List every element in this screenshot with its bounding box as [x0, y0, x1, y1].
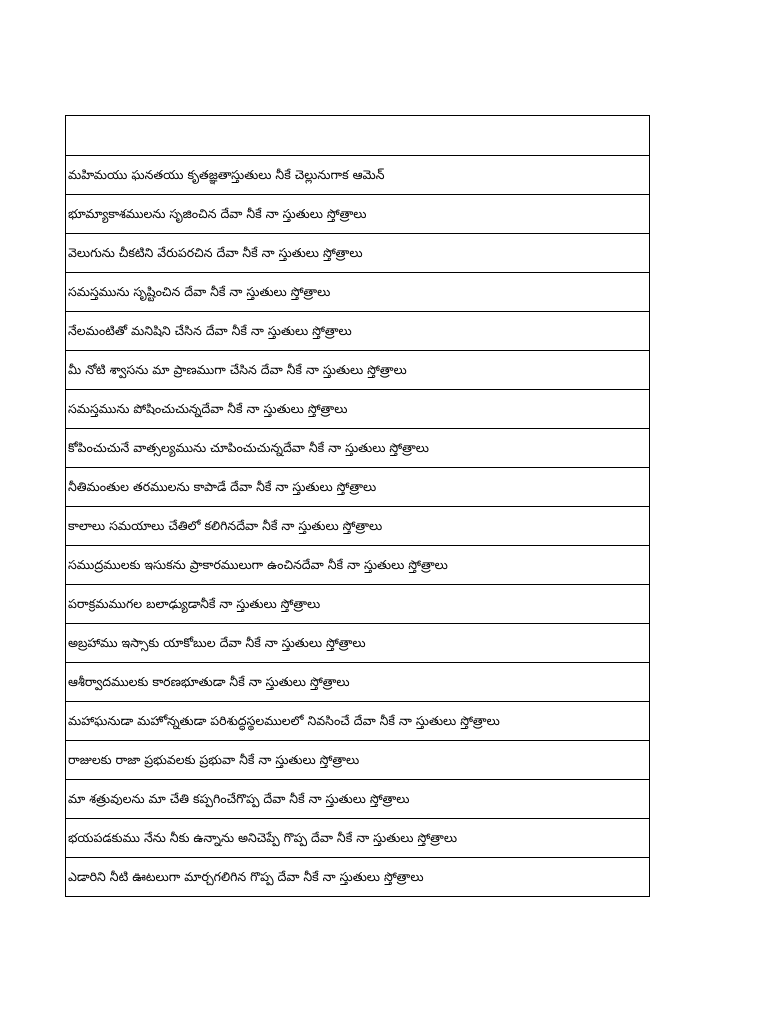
table-row: [66, 351, 650, 390]
table-cell[interactable]: వెలుగును చీకటిని వేరుపరచిన దేవా నీకే నా స్తుతులు స్తోత్రాలు: [66, 234, 650, 273]
table-row: [66, 702, 650, 741]
table-row: [66, 780, 650, 819]
table-row: [66, 429, 650, 468]
table-row: [66, 585, 650, 624]
header-row: [66, 116, 650, 156]
table-row: [66, 312, 650, 351]
table-row: [66, 195, 650, 234]
table-row: [66, 156, 650, 195]
table-row: [66, 858, 650, 897]
table-row: [66, 624, 650, 663]
table-cell[interactable]: నీతిమంతుల తరములను కాపాడే దేవా నీకే నా స్తుతులు స్తోత్రాలు: [66, 468, 650, 507]
table-cell[interactable]: కాలాలు సమయాలు చేతిలో కలిగినదేవా నీకే నా స్తుతులు స్తోత్రాలు: [66, 507, 650, 546]
table-row: [66, 741, 650, 780]
table-cell[interactable]: భయపడకుము నేను నీకు ఉన్నాను అనిచెప్పే గొప్ప దేవా నీకే నా స్తుతులు స్తోత్రాలు: [66, 819, 650, 858]
table-cell[interactable]: మీ నోటి శ్వాసను మా ప్రాణముగా చేసిన దేవా నీకే నా స్తుతులు స్తోత్రాలు: [66, 351, 650, 390]
table-cell[interactable]: మా శత్రువులను మా చేతి కప్పగించేగొప్ప దేవా నీకే నా స్తుతులు స్తోత్రాలు: [66, 780, 650, 819]
table-cell[interactable]: అబ్రహాము ఇస్సాకు యాకోబుల దేవా నీకే నా స్తుతులు స్తోత్రాలు: [66, 624, 650, 663]
table-row: [66, 819, 650, 858]
table-cell[interactable]: పరాక్రమముగల బలాఢ్యుడానీకే నా స్తుతులు స్తోత్రాలు: [66, 585, 650, 624]
table-row: [66, 234, 650, 273]
spreadsheet-table: [65, 115, 650, 897]
table-cell[interactable]: భూమ్యాకాశములను సృజించిన దేవా నీకే నా స్తుతులు స్తోత్రాలు: [66, 195, 650, 234]
table-cell[interactable]: సముద్రములకు ఇసుకను ప్రాకారములుగా ఉంచినదేవా నీకే నా స్తుతులు స్తోత్రాలు: [66, 546, 650, 585]
table-cell[interactable]: కోపించుచునే వాత్సల్యమును చూపించుచున్నదేవా నీకే నా స్తుతులు స్తోత్రాలు: [66, 429, 650, 468]
table-cell[interactable]: సమస్తమును పోషించుచున్నదేవా నీకే నా స్తుతులు స్తోత్రాలు: [66, 390, 650, 429]
table-cell[interactable]: మహాఘనుడా మహోన్నతుడా పరిశుద్ధస్థలములలో నివసించే దేవా నీకే నా స్తుతులు స్తోత్రాలు: [66, 702, 650, 741]
table-cell[interactable]: ఆశీర్వాదములకు కారణభూతుడా నీకే నా స్తుతులు స్తోత్రాలు: [66, 663, 650, 702]
table-cell[interactable]: రాజులకు రాజా ప్రభువలకు ప్రభువా నీకే నా స్తుతులు స్తోత్రాలు: [66, 741, 650, 780]
table-cell[interactable]: సమస్తమును సృష్టించిన దేవా నీకే నా స్తుతులు స్తోత్రాలు: [66, 273, 650, 312]
table-cell[interactable]: నేలమంటితో మనిషిని చేసిన దేవా నీకే నా స్తుతులు స్తోత్రాలు: [66, 312, 650, 351]
table-cell[interactable]: ఎడారిని నీటి ఊటలుగా మార్చగలిగిన గొప్ప దేవా నీకే నా స్తుతులు స్తోత్రాలు: [66, 858, 650, 897]
table-body: [66, 116, 650, 897]
table-row: [66, 507, 650, 546]
table-row: [66, 273, 650, 312]
table-cell[interactable]: మహిమయు ఘనతయు కృతజ్ఞతాస్తుతులు నీకే చెల్లునుగాక ఆమెన్: [66, 156, 650, 195]
header-cell[interactable]: [66, 116, 650, 156]
table-row: [66, 663, 650, 702]
table-row: [66, 468, 650, 507]
table-row: [66, 390, 650, 429]
table-row: [66, 546, 650, 585]
